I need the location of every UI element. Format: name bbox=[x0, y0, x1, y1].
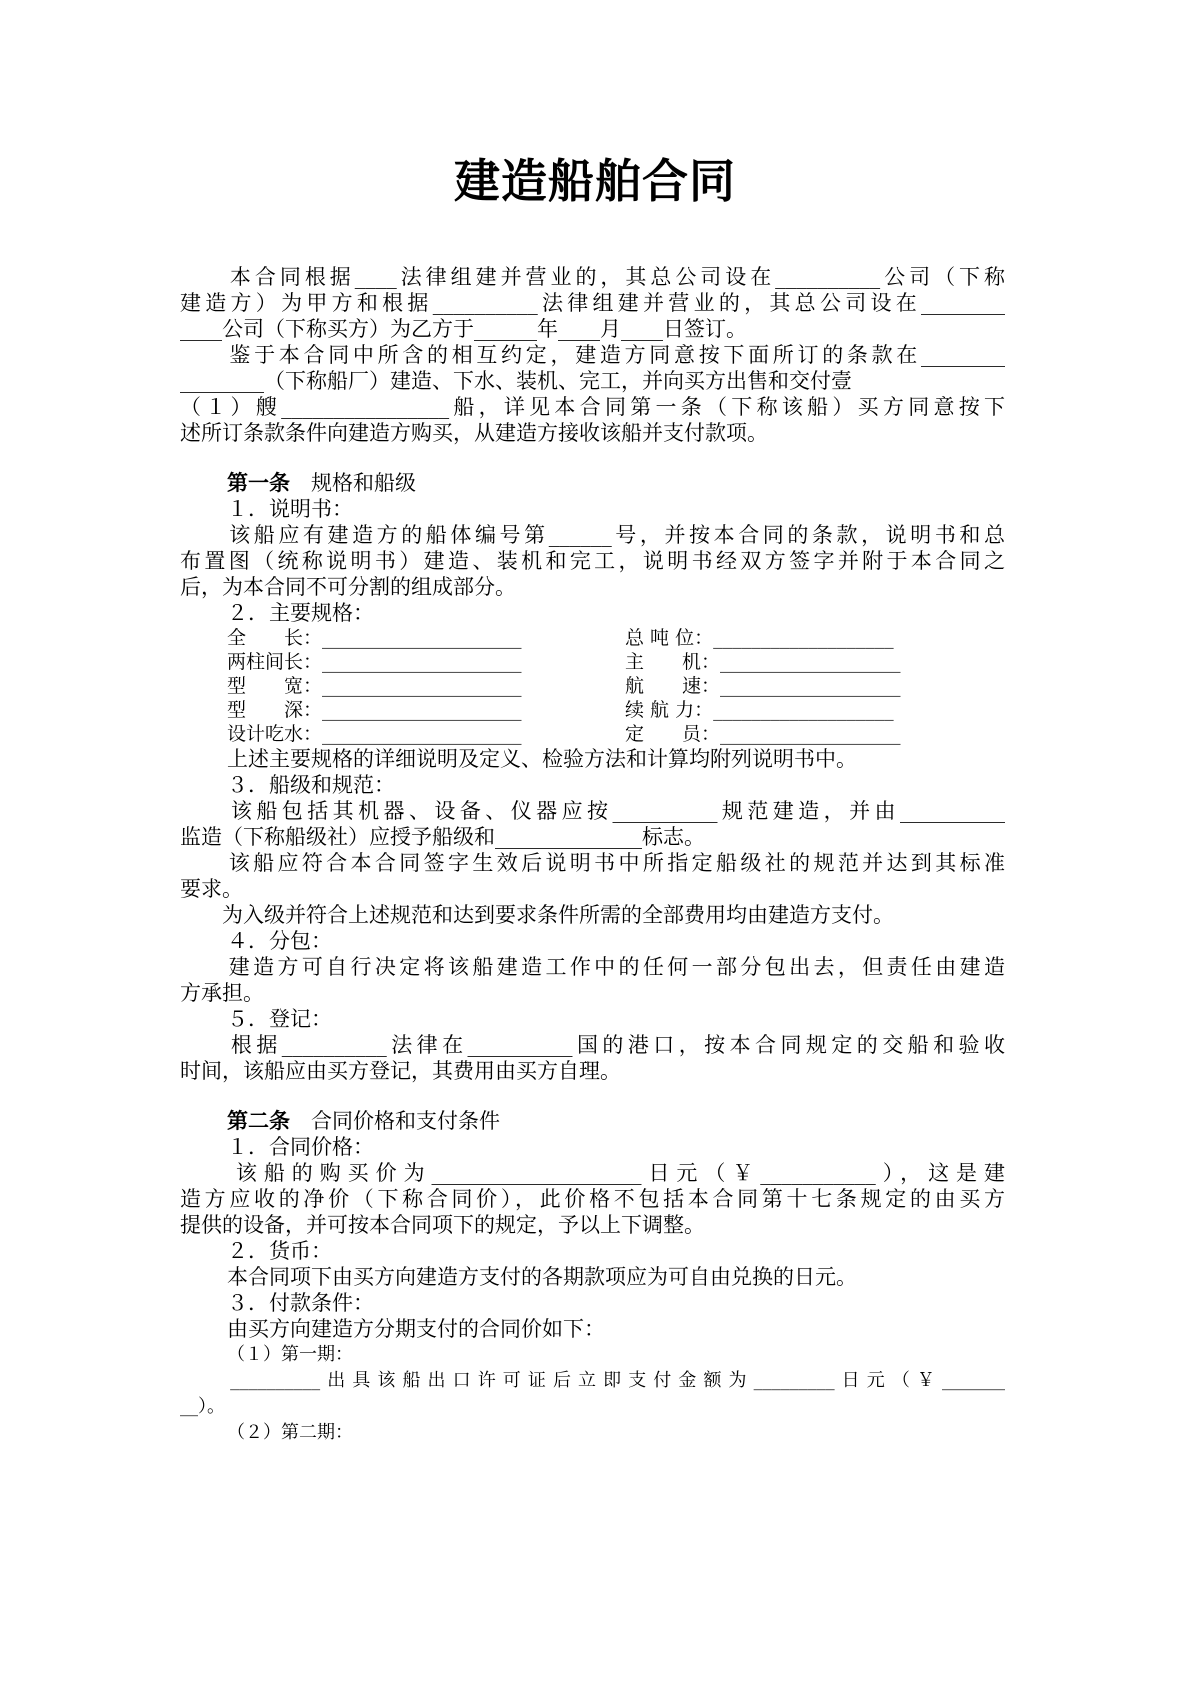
paragraph-line: 布置图（统称说明书）建造、装机和完工，说明书经双方签字并附于本合同之 bbox=[180, 549, 1005, 573]
paragraph-line: 根据__________法律在__________国的港口，按本合同规定的交船和验收 bbox=[180, 1033, 1005, 1057]
spec-item: 设计吃水：_____________________ bbox=[227, 723, 522, 745]
installment-heading: （１）第一期： bbox=[227, 1344, 353, 1365]
article-2-title: 合同价格和支付条件 bbox=[311, 1109, 500, 1133]
section-heading: ２．主要规格： bbox=[227, 601, 374, 625]
paragraph-line: 该船的购买价为____________________日元（￥___________），这是建 bbox=[180, 1161, 1005, 1185]
article-1-number: 第一条 bbox=[227, 470, 290, 495]
paragraph-line: 建造方可自行决定将该船建造工作中的任何一部分包出去，但责任由建造 bbox=[180, 955, 1005, 979]
paragraph-line: __）。 bbox=[180, 1396, 225, 1417]
article-2-heading bbox=[227, 1108, 500, 1134]
paragraph-line: 本合同项下由买方向建造方支付的各期款项应为可自由兑换的日元。 bbox=[227, 1265, 857, 1289]
preamble-line: ________（下称船厂）建造、下水、装机、完工，并向买方出售和交付壹 bbox=[180, 369, 852, 393]
spec-item: 定 员：___________________ bbox=[625, 723, 901, 745]
preamble-line: 鉴于本合同中所含的相互约定，建造方同意按下面所订的条款在________ bbox=[180, 343, 1005, 367]
preamble-line: （１）艘________________船，详见本合同第一条（下称该船）买方同意按下 bbox=[180, 395, 1005, 419]
paragraph-line: 时间，该船应由买方登记，其费用由买方自理。 bbox=[180, 1059, 621, 1083]
section-heading: １．合同价格： bbox=[227, 1135, 374, 1159]
spec-item: 航 速：___________________ bbox=[625, 675, 901, 697]
section-heading: ４．分包： bbox=[227, 929, 332, 953]
paragraph-line: 该船应有建造方的船体编号第______号，并按本合同的条款，说明书和总 bbox=[180, 523, 1005, 547]
paragraph-line: 方承担。 bbox=[180, 981, 264, 1005]
paragraph-line: 监造（下称船级社）应授予船级和______________标志。 bbox=[180, 825, 705, 849]
paragraph-line: 由买方向建造方分期支付的合同价如下： bbox=[227, 1317, 605, 1341]
section-heading: １．说明书： bbox=[227, 497, 353, 521]
article-1-title: 规格和船级 bbox=[311, 471, 416, 495]
paragraph-line: __________出具该船出口许可证后立即支付金额为_________日元（￥_______ bbox=[180, 1370, 1005, 1391]
paragraph-line: 该船包括其机器、设备、仪器应按__________规范建造，并由__________ bbox=[180, 799, 1005, 823]
spec-item: 主 机：___________________ bbox=[625, 651, 901, 673]
paragraph-line: 要求。 bbox=[180, 877, 243, 901]
preamble-line: 建造方）为甲方和根据__________法律组建并营业的，其总公司设在________ bbox=[180, 291, 1005, 315]
section-heading: ５．登记： bbox=[227, 1007, 332, 1031]
spec-item: 全 长：_____________________ bbox=[227, 627, 522, 649]
paragraph-line: 后，为本合同不可分割的组成部分。 bbox=[180, 575, 516, 599]
spec-item: 总 吨 位：___________________ bbox=[625, 627, 894, 649]
preamble-line: 述所订条款条件向建造方购买，从建造方接收该船并支付款项。 bbox=[180, 421, 768, 445]
section-heading: ３．船级和规范： bbox=[227, 773, 395, 797]
spec-item: 续 航 力：___________________ bbox=[625, 699, 894, 721]
paragraph-line: 造方应收的净价（下称合同价），此价格不包括本合同第十七条规定的由买方 bbox=[180, 1187, 1005, 1211]
paragraph-line: 提供的设备，并可按本合同项下的规定，予以上下调整。 bbox=[180, 1213, 705, 1237]
document-title: 建造船舶合同 bbox=[454, 154, 736, 208]
paragraph-line: 该船应符合本合同签字生效后说明书中所指定船级社的规范并达到其标准 bbox=[180, 851, 1005, 875]
spec-item: 型 深：_____________________ bbox=[227, 699, 522, 721]
paragraph-line: 为入级并符合上述规范和达到要求条件所需的全部费用均由建造方支付。 bbox=[180, 903, 894, 927]
section-heading: ２．货币： bbox=[227, 1239, 332, 1263]
preamble-line: 本合同根据____法律组建并营业的，其总公司设在__________公司（下称 bbox=[180, 265, 1005, 289]
section-heading: ３．付款条件： bbox=[227, 1291, 374, 1315]
spec-item: 型 宽：_____________________ bbox=[227, 675, 522, 697]
article-2-number: 第二条 bbox=[227, 1108, 290, 1133]
installment-heading: （２）第二期： bbox=[227, 1422, 353, 1443]
preamble-line: ____公司（下称买方）为乙方于______年____月____日签订。 bbox=[180, 317, 747, 341]
spec-item: 两柱间长：_____________________ bbox=[227, 651, 522, 673]
article-1-heading bbox=[227, 470, 416, 496]
paragraph-line: 上述主要规格的详细说明及定义、检验方法和计算均附列说明书中。 bbox=[227, 747, 857, 771]
